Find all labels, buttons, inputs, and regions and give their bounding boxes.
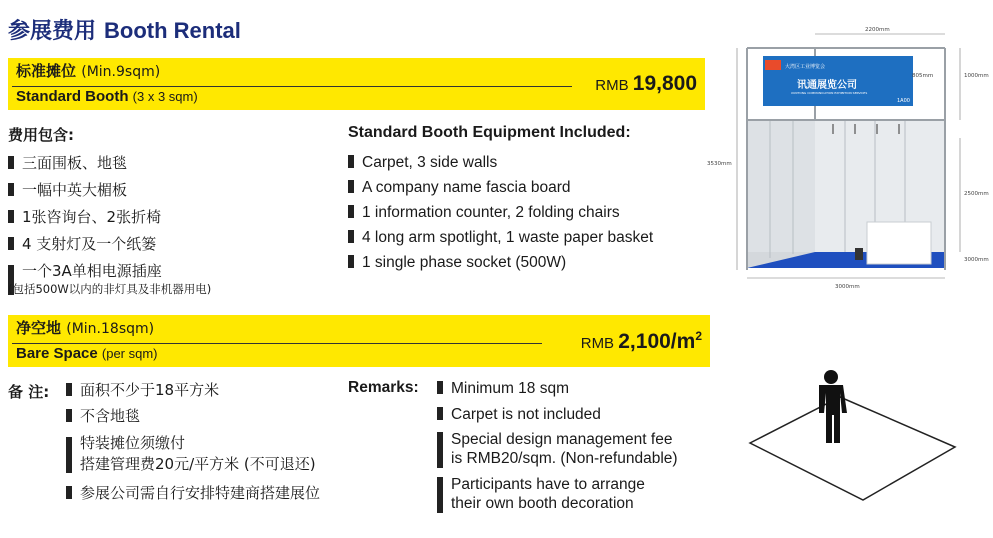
included-en-heading: Standard Booth Equipment Included: bbox=[348, 124, 631, 141]
price-superscript: 2 bbox=[695, 329, 702, 343]
bullet-bar bbox=[437, 432, 443, 468]
standard-booth-banner bbox=[8, 58, 705, 110]
list-item: 参展公司需自行安排特建商搭建展位 bbox=[66, 484, 320, 503]
list-item: is RMB20/sqm. (Non-refundable) bbox=[451, 450, 678, 467]
dim-bottom: 3000mm bbox=[835, 284, 860, 290]
list-item-note: (包括500W以内的非灯具及非机器用电) bbox=[8, 282, 212, 296]
bare-space-en-label: Bare Space bbox=[16, 345, 98, 362]
list-item: Special design management fee bbox=[451, 431, 673, 448]
fascia-small-text: 大湾区工业博览会 bbox=[785, 64, 826, 70]
price-amount: 19,800 bbox=[632, 72, 697, 95]
list-item: A company name fascia board bbox=[348, 178, 571, 197]
list-item: 4 支射灯及一个纸篓 bbox=[8, 235, 156, 254]
standard-booth-min-size: (Min.9sqm) bbox=[81, 64, 161, 80]
dim-fascia: 805mm bbox=[912, 73, 934, 79]
bare-space-price bbox=[581, 329, 702, 354]
standard-booth-en-heading bbox=[16, 88, 198, 105]
bare-space-unit: (per sqm) bbox=[101, 346, 158, 361]
bullet-bar bbox=[437, 477, 443, 513]
remarks-zh-label: 备 注: bbox=[8, 383, 50, 401]
dim-fascia-total: 1000mm bbox=[964, 73, 989, 79]
standard-booth-size: (3 x 3 sqm) bbox=[132, 89, 198, 104]
dim-height: 3530mm bbox=[707, 161, 732, 167]
list-item: 一幅中英大楣板 bbox=[8, 181, 127, 200]
list-item: their own booth decoration bbox=[451, 495, 634, 512]
standard-booth-zh-label: 标准摊位 bbox=[16, 62, 77, 80]
dim-wall: 2500mm bbox=[964, 191, 989, 197]
fascia-booth-number: 1A00 bbox=[897, 98, 910, 104]
divider-line bbox=[12, 343, 542, 344]
bare-space-banner bbox=[8, 315, 710, 367]
fascia-sub-text: XUNTONG COMMUNICATION EXHIBITION SERVICES bbox=[791, 91, 868, 95]
list-item: Carpet is not included bbox=[437, 405, 601, 424]
person-icon bbox=[819, 370, 847, 443]
divider-line bbox=[12, 86, 572, 87]
bullet-bar bbox=[66, 437, 72, 473]
standard-booth-price bbox=[595, 72, 697, 96]
standard-booth-zh-heading bbox=[16, 60, 160, 81]
floor-outline bbox=[750, 397, 955, 500]
bare-space-en-heading bbox=[16, 345, 158, 362]
page-title bbox=[8, 14, 241, 45]
price-amount: 2,100/m bbox=[618, 330, 696, 353]
list-item: 特装摊位须缴付 bbox=[80, 434, 186, 452]
bare-space-zh-label: 净空地 bbox=[16, 319, 62, 337]
list-item: 面积不少于18平方米 bbox=[66, 381, 219, 400]
list-item: 1 single phase socket (500W) bbox=[348, 253, 566, 272]
dim-side: 3000mm bbox=[964, 257, 989, 263]
page-title-en: Booth Rental bbox=[104, 18, 241, 43]
list-item: 一个3A单相电源插座 bbox=[22, 262, 162, 280]
list-item: Carpet, 3 side walls bbox=[348, 153, 497, 172]
price-currency: RMB bbox=[580, 335, 615, 352]
list-item: Participants have to arrange bbox=[451, 476, 645, 493]
remarks-en-label: Remarks: bbox=[348, 379, 419, 396]
standard-booth-diagram bbox=[705, 20, 990, 295]
list-item: 三面围板、地毯 bbox=[8, 154, 127, 173]
bare-space-zh-heading bbox=[16, 317, 154, 338]
included-zh-heading: 费用包含: bbox=[8, 126, 74, 144]
standard-booth-en-label: Standard Booth bbox=[16, 88, 129, 105]
list-item: 搭建管理费20元/平方米 (不可退还) bbox=[80, 455, 316, 473]
bare-space-diagram bbox=[745, 365, 965, 515]
fascia-company-text: 讯通展览公司 bbox=[797, 80, 857, 91]
list-item: 4 long arm spotlight, 1 waste paper basket bbox=[348, 228, 653, 247]
list-item: 1 information counter, 2 folding chairs bbox=[348, 203, 620, 222]
price-currency: RMB bbox=[595, 77, 629, 94]
list-item: 1张咨询台、2张折椅 bbox=[8, 208, 161, 227]
list-item: Minimum 18 sqm bbox=[437, 379, 569, 398]
dim-top: 2200mm bbox=[865, 27, 890, 33]
booth-counter bbox=[867, 222, 931, 264]
page-title-zh: 参展费用 bbox=[8, 19, 97, 44]
bare-space-min-size: (Min.18sqm) bbox=[66, 321, 155, 337]
list-item: 不含地毯 bbox=[66, 407, 140, 426]
